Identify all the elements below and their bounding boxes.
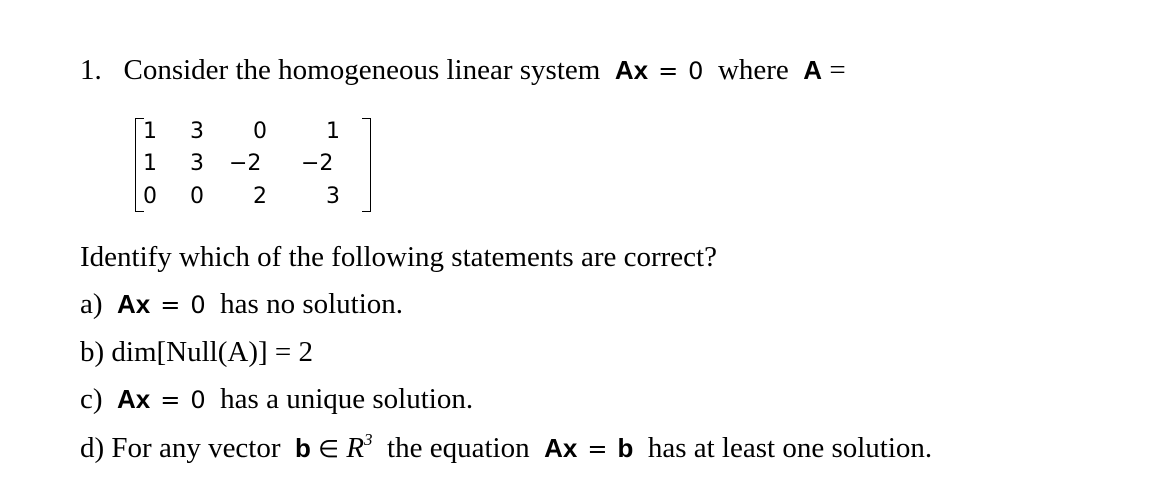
option-c-label: c) <box>80 383 103 415</box>
option-d <box>80 431 932 463</box>
question-line <box>80 56 846 85</box>
element-of-symbol: ∈ <box>318 435 340 463</box>
matrix-cell: 3 <box>190 119 204 144</box>
option-b: b) dim[Null(A)] = 2 <box>80 336 314 368</box>
option-a-rhs: 0 <box>190 291 206 319</box>
option-a <box>80 290 403 319</box>
prompt-text: Identify which of the following statements are correct? <box>80 241 717 273</box>
matrix-cell: 3 <box>326 184 340 209</box>
option-c <box>80 385 473 414</box>
matrix-cell: 0 <box>143 184 157 209</box>
matrix-cell: 2 <box>253 184 267 209</box>
matrix-a <box>135 116 371 214</box>
option-c-lhs: Ax <box>117 384 151 414</box>
option-a-lhs: Ax <box>117 289 151 319</box>
right-bracket <box>362 118 371 212</box>
option-a-text: has no solution. <box>220 288 404 320</box>
option-d-prefix: d) For any vector <box>80 432 281 464</box>
option-d-text: has at least one solution. <box>647 432 933 464</box>
matrix-cell: 1 <box>143 119 157 144</box>
matrix-name: A <box>803 55 823 85</box>
real-space-letter: R <box>346 432 365 464</box>
zero-vector: 0 <box>688 57 704 85</box>
option-c-rhs: 0 <box>190 386 206 414</box>
equals-sign: = <box>160 386 181 414</box>
option-d-rhs: b <box>617 433 634 463</box>
question-intro: Consider the homogeneous linear system <box>123 54 601 86</box>
equals-sign: = <box>658 57 679 85</box>
question-number: 1. <box>80 54 102 86</box>
matrix-equals: = <box>829 54 846 86</box>
option-d-middle: the equation <box>387 432 530 464</box>
real-space <box>346 432 372 464</box>
system-lhs: Ax <box>614 55 649 85</box>
equals-sign: = <box>587 435 608 463</box>
matrix-cell: 0 <box>190 184 204 209</box>
option-a-label: a) <box>80 288 103 320</box>
real-space-exponent: 3 <box>364 430 373 449</box>
where-text: where <box>717 54 789 86</box>
matrix-cell: −2 <box>229 151 262 176</box>
matrix-cell: −2 <box>301 151 334 176</box>
equals-sign: = <box>160 291 181 319</box>
matrix-cell: 0 <box>253 119 267 144</box>
matrix-cell: 3 <box>190 151 204 176</box>
matrix-cell: 1 <box>326 119 340 144</box>
option-c-text: has a unique solution. <box>220 383 474 415</box>
matrix-cell: 1 <box>143 151 157 176</box>
option-d-vector: b <box>295 433 311 463</box>
option-d-lhs: Ax <box>544 433 578 463</box>
